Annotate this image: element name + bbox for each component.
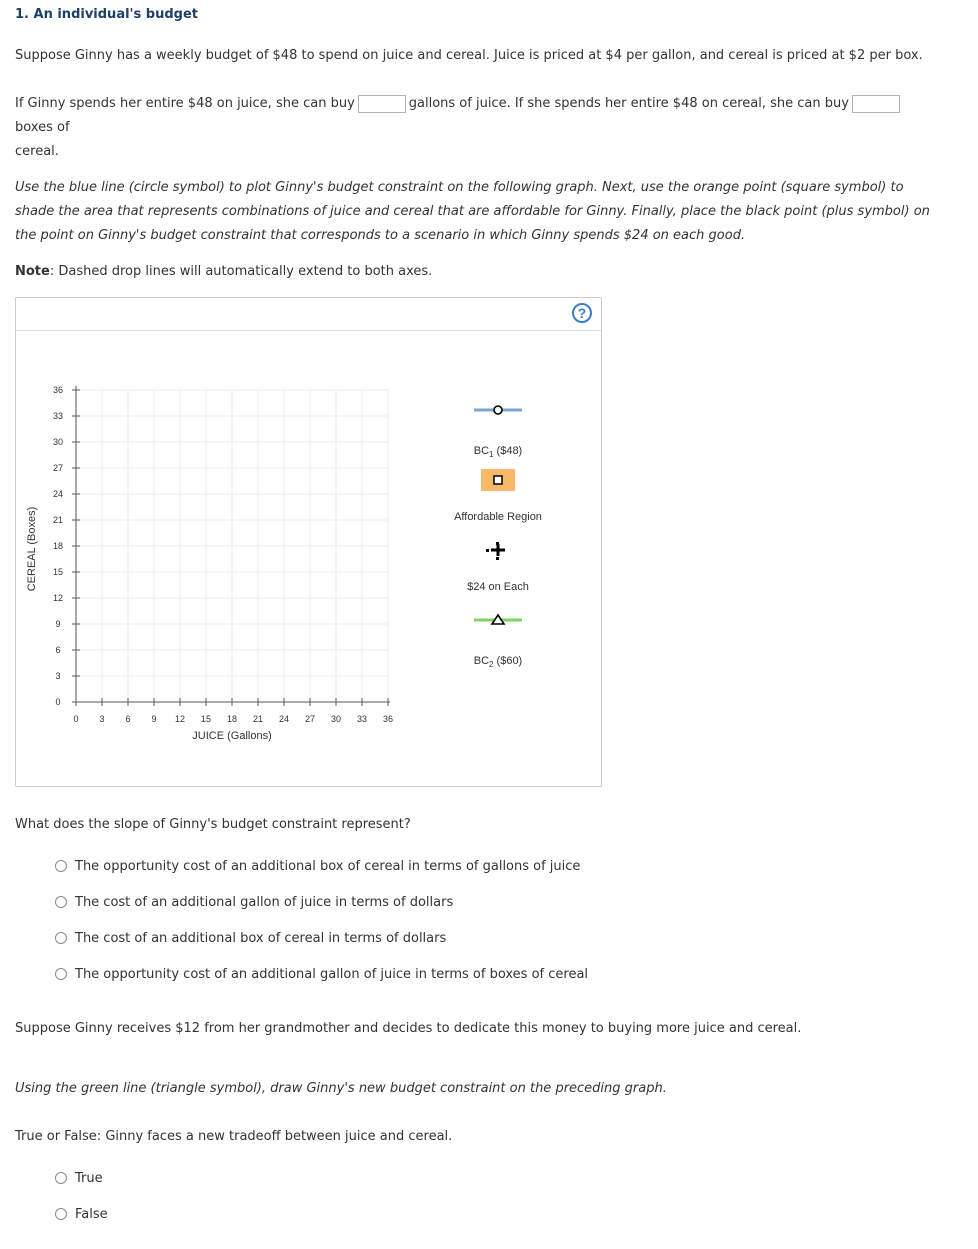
slope-option[interactable] xyxy=(55,895,453,910)
x-tick-label: 15 xyxy=(200,714,212,724)
slope-option[interactable] xyxy=(55,967,588,982)
radio-button[interactable] xyxy=(55,932,67,944)
question-title: 1. An individual's budget xyxy=(15,7,198,22)
note-label: Note xyxy=(15,264,50,279)
y-tick-label: 27 xyxy=(52,463,64,473)
x-tick-label: 33 xyxy=(356,714,368,724)
y-tick-label: 9 xyxy=(55,619,61,629)
affordable-square-icon[interactable] xyxy=(494,476,502,484)
fill-text-1: If Ginny spends her entire $48 on juice, she can buy xyxy=(15,96,355,111)
note-text: : Dashed drop lines will automatically extend to both axes. xyxy=(49,264,433,279)
y-tick-label: 3 xyxy=(55,671,61,681)
y-tick-label: 15 xyxy=(52,567,64,577)
x-tick-label: 30 xyxy=(330,714,342,724)
radio-button[interactable] xyxy=(55,860,67,872)
x-tick-label: 6 xyxy=(125,714,131,724)
y-tick-label: 33 xyxy=(52,411,64,421)
bc1-circle-icon[interactable] xyxy=(494,406,502,414)
y-tick-label: 21 xyxy=(52,515,64,525)
fill-text-2: gallons of juice. If she spends her entire $48 on cereal, she can buy xyxy=(408,96,849,111)
gift-text: Suppose Ginny receives $12 from her grandmother and decides to dedicate this money to buying more juice and cereal. xyxy=(15,1021,802,1036)
x-tick-label: 36 xyxy=(382,714,394,724)
x-tick-label: 3 xyxy=(99,714,105,724)
radio-button[interactable] xyxy=(55,896,67,908)
y-tick-label: 12 xyxy=(52,593,64,603)
twenty-four-each-label: $24 on Each xyxy=(467,581,529,593)
graph-axes xyxy=(53,385,393,724)
tradeoff-option-label: True xyxy=(75,1171,103,1186)
fill-text-4: cereal. xyxy=(15,144,59,159)
affordable-region-label: Affordable Region xyxy=(454,511,542,523)
radio-button[interactable] xyxy=(55,968,67,980)
bc1-tool-label: $BC_1$ ($48) xyxy=(473,445,523,459)
tradeoff-option-label: False xyxy=(75,1207,108,1222)
y-tick-label: 36 xyxy=(52,385,64,395)
help-icon[interactable]: ? xyxy=(572,303,592,323)
x-tick-label: 24 xyxy=(278,714,290,724)
slope-option-label: The cost of an additional box of cereal in terms of dollars xyxy=(75,931,447,946)
y-tick-label: 30 xyxy=(52,437,64,447)
slope-option-label: The opportunity cost of an additional box of cereal in terms of gallons of juice xyxy=(75,859,581,874)
x-tick-label: 9 xyxy=(151,714,157,724)
x-tick-label: 0 xyxy=(73,714,79,724)
slope-option-label: The opportunity cost of an additional gallon of juice in terms of boxes of cereal xyxy=(75,967,589,982)
radio-button[interactable] xyxy=(55,1208,67,1220)
slope-option-label: The cost of an additional gallon of juice in terms of dollars xyxy=(75,895,454,910)
x-tick-label: 18 xyxy=(226,714,238,724)
fill-text-3: boxes of xyxy=(15,120,70,135)
graph-grid xyxy=(76,390,388,702)
y-tick-label: 0 xyxy=(55,697,61,707)
plus-icon[interactable] xyxy=(486,542,505,560)
y-tick-label: 18 xyxy=(52,541,64,551)
graph-instructions: Use the blue line (circle symbol) to plot Ginny's budget constraint on the following graph. Next, use the orange point (square symbol) to shade the area that represents combinations of juice and cereal that are affordable for Ginny. Finally, place the black point (plus symbol) on the point on Ginny's budget constraint that corresponds to a scenario in which Ginny spends $24 on each good. xyxy=(15,180,930,243)
x-tick-label: 12 xyxy=(174,714,186,724)
x-tick-label: 27 xyxy=(304,714,316,724)
y-tick-label: 24 xyxy=(52,489,64,499)
slope-option[interactable] xyxy=(55,859,580,874)
tradeoff-option[interactable] xyxy=(55,1207,108,1222)
bc2-tool-label: $BC_2$ ($60) xyxy=(473,655,523,669)
tradeoff-question: True or False: Ginny faces a new tradeoff between juice and cereal. xyxy=(15,1129,453,1144)
slope-question: What does the slope of Ginny's budget constraint represent? xyxy=(15,817,411,832)
x-tick-label: 21 xyxy=(252,714,264,724)
x-axis-label: JUICE (Gallons) xyxy=(192,730,272,742)
intro-text: Suppose Ginny has a weekly budget of $48 to spend on juice and cereal. Juice is priced at $4 per gallon, and cereal is priced at $2 per box. xyxy=(15,48,923,63)
green-line-instructions: Using the green line (triangle symbol), draw Ginny's new budget constraint on the preceding graph. xyxy=(15,1081,667,1096)
tradeoff-option[interactable] xyxy=(55,1171,103,1186)
y-axis-label: CEREAL (Boxes) xyxy=(26,506,38,592)
y-tick-label: 6 xyxy=(55,645,61,655)
radio-button[interactable] xyxy=(55,1172,67,1184)
slope-option[interactable] xyxy=(55,931,446,946)
